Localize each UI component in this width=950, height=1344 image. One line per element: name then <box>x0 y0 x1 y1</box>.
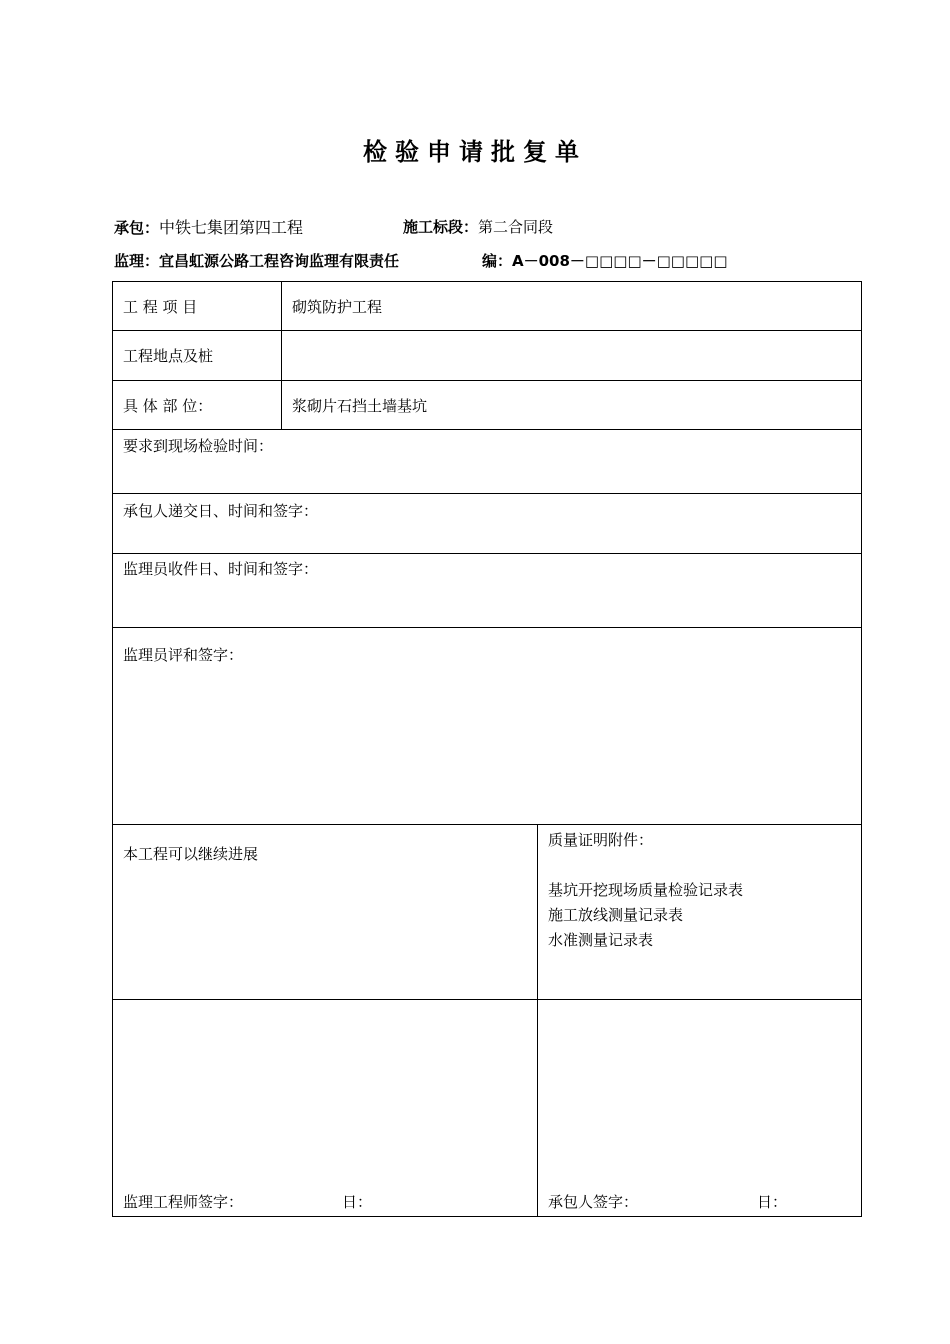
attachments-spacer <box>548 853 851 878</box>
inspection-time-label: 要求到现场检验时间： <box>113 430 862 494</box>
section-label: 施工标段： <box>403 218 479 236</box>
attachment-item: 基坑开挖现场质量检验记录表 <box>548 881 744 899</box>
contractor-label: 承包： <box>114 219 160 237</box>
project-item-value: 砌筑防护工程 <box>282 282 862 331</box>
contractor-date-label: 日： <box>757 1193 788 1211</box>
project-item-label: 工 程 项 目 <box>113 282 282 331</box>
supervisor-line <box>114 250 399 271</box>
attachments-label: 质量证明附件： <box>548 831 654 849</box>
attachment-item: 水准测量记录表 <box>548 931 654 949</box>
section-value: 第二合同段 <box>478 218 554 236</box>
attachments-cell <box>538 825 862 1000</box>
code-label: 编： <box>482 252 513 270</box>
supervisor-receive-label: 监理员收件日、时间和签字： <box>113 554 862 628</box>
contractor-sign-label: 承包人签字： <box>548 1193 639 1211</box>
section-line <box>403 216 553 237</box>
location-value <box>282 331 862 381</box>
contractor-sign-cell <box>538 1000 862 1217</box>
contractor-line <box>114 215 303 238</box>
supervisor-comment-label: 监理员评和签字： <box>113 628 862 825</box>
attachment-item: 施工放线测量记录表 <box>548 906 684 924</box>
contractor-value: 中铁七集团第四工程 <box>159 218 304 237</box>
code-value: A－008－□□□□－□□□□□ <box>512 252 728 270</box>
inspection-form-table <box>112 281 862 1217</box>
approval-text: 本工程可以继续进展 <box>113 825 538 1000</box>
document-title: 检验申请批复单 <box>363 138 587 166</box>
supervisor-label: 监理： <box>114 252 160 270</box>
engineer-sign-cell <box>113 1000 538 1217</box>
engineer-sign-label: 监理工程师签字： <box>123 1193 244 1211</box>
part-value: 浆砌片石挡土墙基坑 <box>282 381 862 430</box>
code-line <box>482 250 728 271</box>
location-label: 工程地点及桩 <box>113 331 282 381</box>
contractor-submit-label: 承包人递交日、时间和签字： <box>113 494 862 554</box>
part-label: 具 体 部 位： <box>113 381 282 430</box>
engineer-date-label: 日： <box>342 1193 373 1211</box>
supervisor-value: 宜昌虹源公路工程咨询监理有限责任 <box>159 252 400 270</box>
